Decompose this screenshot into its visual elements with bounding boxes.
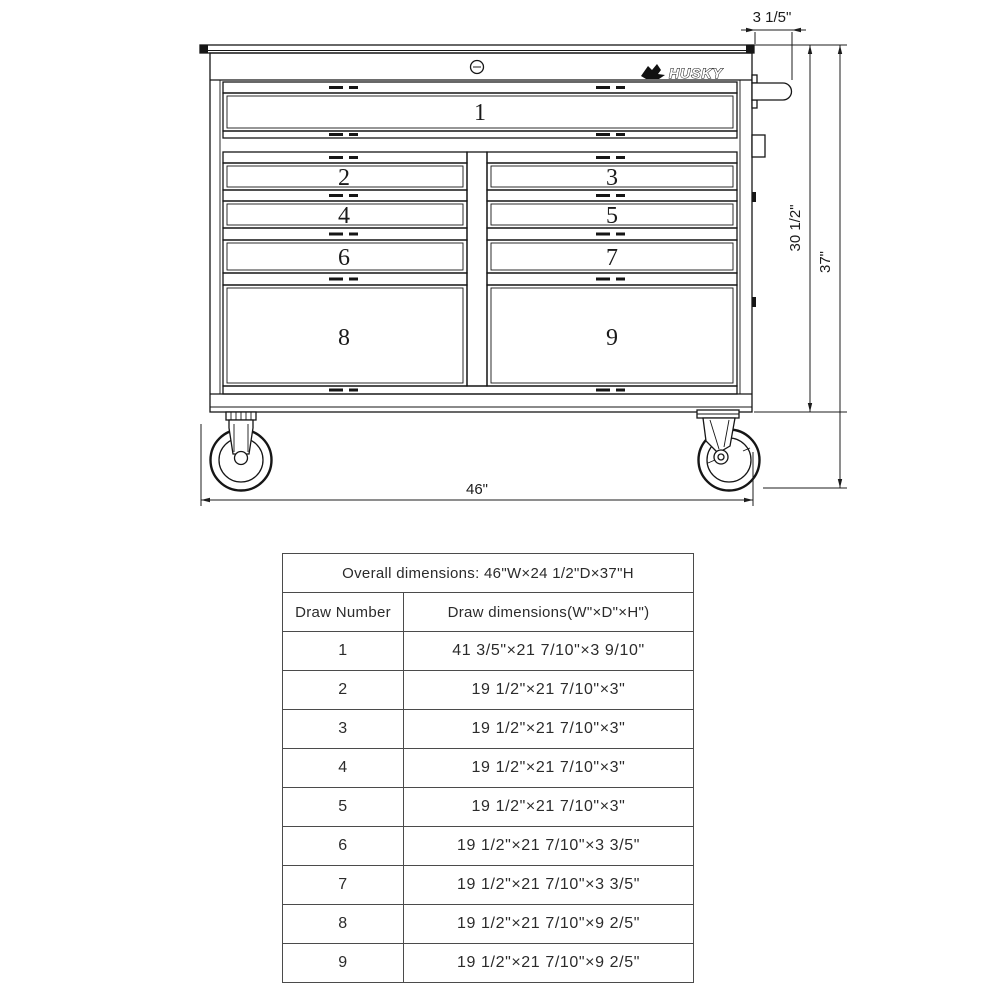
drawer-number-cell: 4 — [283, 749, 404, 788]
right-column-drawers — [487, 152, 737, 386]
drawer-dimensions-cell: 19 1/2"×21 7/10"×9 2/5" — [404, 905, 694, 944]
col-header-draw-dimensions: Draw dimensions(W"×D"×H") — [404, 593, 694, 632]
drawer-dimensions-cell: 19 1/2"×21 7/10"×3 3/5" — [404, 827, 694, 866]
table-row — [283, 710, 694, 749]
table-row — [283, 905, 694, 944]
table-title-row — [283, 554, 694, 593]
table-row — [283, 827, 694, 866]
drawer-number-cell: 7 — [283, 866, 404, 905]
drawer-number-cell: 6 — [283, 827, 404, 866]
drawer-number: 6 — [338, 245, 350, 271]
table-row — [283, 788, 694, 827]
drawer-number: 3 — [606, 165, 618, 191]
column-divider — [467, 152, 487, 386]
side-mount — [752, 192, 756, 202]
drawer-number: 4 — [338, 203, 350, 229]
table-row — [283, 749, 694, 788]
drawer-dimensions-cell: 19 1/2"×21 7/10"×3" — [404, 710, 694, 749]
dim-label: 3 1/5" — [752, 9, 792, 26]
side-mount — [752, 297, 756, 307]
left-caster-wheel — [211, 412, 272, 491]
dim-overall-height — [817, 45, 842, 488]
overall-dimensions-title: Overall dimensions: 46"W×24 1/2"D×37"H — [283, 554, 694, 593]
drawer-dimensions-cell: 19 1/2"×21 7/10"×3 3/5" — [404, 866, 694, 905]
drawer-dimensions-cell: 41 3/5"×21 7/10"×3 9/10" — [404, 632, 694, 671]
drawer-number-cell: 1 — [283, 632, 404, 671]
col-header-draw-number: Draw Number — [283, 593, 404, 632]
drawer-dimensions-cell: 19 1/2"×21 7/10"×3" — [404, 671, 694, 710]
drawer-number-cell: 8 — [283, 905, 404, 944]
drawer-number: 7 — [606, 245, 618, 271]
drawer-number: 1 — [474, 100, 486, 126]
left-column-drawers — [223, 152, 467, 386]
drawer-number: 5 — [606, 203, 618, 229]
dim-overall-width — [201, 424, 753, 506]
table-row — [283, 866, 694, 905]
dim-label: 37" — [817, 250, 834, 274]
table-row — [283, 944, 694, 983]
drawer-dimensions-cell: 19 1/2"×21 7/10"×3" — [404, 749, 694, 788]
drawer-number: 8 — [338, 325, 350, 351]
drawer-number-cell: 3 — [283, 710, 404, 749]
husky-logo — [641, 64, 724, 81]
spec-table — [282, 553, 694, 983]
side-bracket — [752, 135, 765, 157]
right-caster-wheel — [697, 410, 760, 491]
drawer-number-cell: 9 — [283, 944, 404, 983]
brand-text: HUSKY — [668, 65, 724, 81]
bottom-rail — [223, 386, 737, 394]
drawer-dimensions-cell: 19 1/2"×21 7/10"×9 2/5" — [404, 944, 694, 983]
dim-label: 46" — [465, 481, 489, 498]
cabinet-top — [200, 45, 754, 53]
dim-label: 30 1/2" — [787, 204, 804, 252]
drawer-dimensions-cell: 19 1/2"×21 7/10"×3" — [404, 788, 694, 827]
dim-cabinet-height — [787, 45, 812, 412]
husky-dog-icon — [641, 64, 665, 79]
drawer-number: 9 — [606, 325, 618, 351]
drawer-number-cell: 5 — [283, 788, 404, 827]
side-handle — [752, 75, 792, 108]
drawer-number-cell: 2 — [283, 671, 404, 710]
table-header-row — [283, 593, 694, 632]
drawer-1 — [223, 82, 737, 138]
table-row — [283, 632, 694, 671]
table-row — [283, 671, 694, 710]
lock-icon — [471, 61, 484, 74]
drawer-number: 2 — [338, 165, 350, 191]
